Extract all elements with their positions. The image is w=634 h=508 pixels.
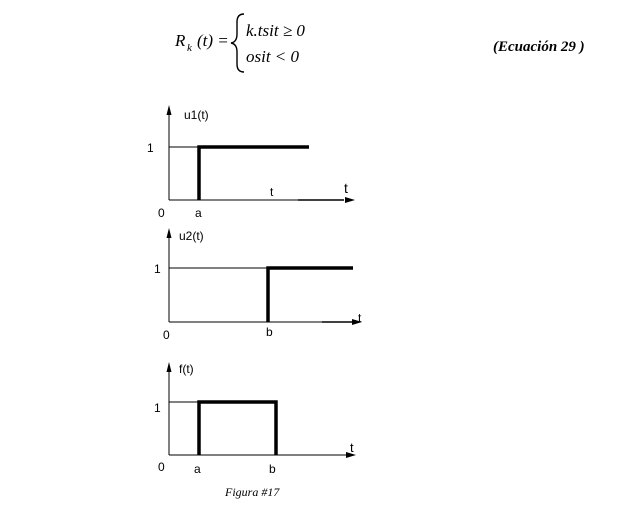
- equation-brace: [231, 14, 244, 72]
- y-axis-arrow: [167, 362, 172, 372]
- pulse-signal: [199, 402, 276, 455]
- y-axis-label: f(t): [179, 362, 194, 376]
- y-axis-label: u2(t): [179, 229, 204, 243]
- tick-label-one: 1: [147, 141, 154, 155]
- x-axis-label: t: [350, 440, 354, 455]
- origin-label: 0: [158, 206, 165, 220]
- inner-t-label: t: [270, 185, 274, 199]
- tick-label-a: a: [194, 462, 201, 476]
- equation-lhs: R: [175, 31, 186, 50]
- tick-label-b: b: [269, 462, 276, 476]
- equation-lhs-subscript: k: [187, 42, 192, 54]
- x-axis-arrow: [345, 197, 355, 203]
- tick-label-one: 1: [154, 262, 161, 276]
- y-axis-arrow: [167, 228, 172, 238]
- step-signal: [199, 147, 309, 200]
- figure-caption: Figura #17: [225, 485, 280, 499]
- y-axis-label: u1(t): [184, 108, 209, 122]
- x-axis-label: t: [344, 180, 348, 196]
- origin-label: 0: [163, 328, 170, 342]
- plot-f: [154, 362, 356, 476]
- equation-case-2: osit < 0: [246, 47, 300, 66]
- origin-label: 0: [158, 460, 165, 474]
- plot-u1: [147, 105, 355, 220]
- tick-label-a: a: [195, 206, 202, 220]
- tick-label-b: b: [266, 325, 273, 339]
- tick-label-one: 1: [154, 401, 161, 415]
- equation: [174, 14, 585, 72]
- y-axis-arrow: [167, 105, 172, 115]
- equation-lhs-arg: (t) =: [197, 31, 229, 50]
- equation-case-1: k.tsit ≥ 0: [246, 21, 305, 40]
- equation-number: (Ecuación 29 ): [493, 39, 585, 55]
- plot-u2: [154, 228, 362, 342]
- step-signal: [268, 268, 353, 322]
- x-axis-label: t: [358, 311, 362, 325]
